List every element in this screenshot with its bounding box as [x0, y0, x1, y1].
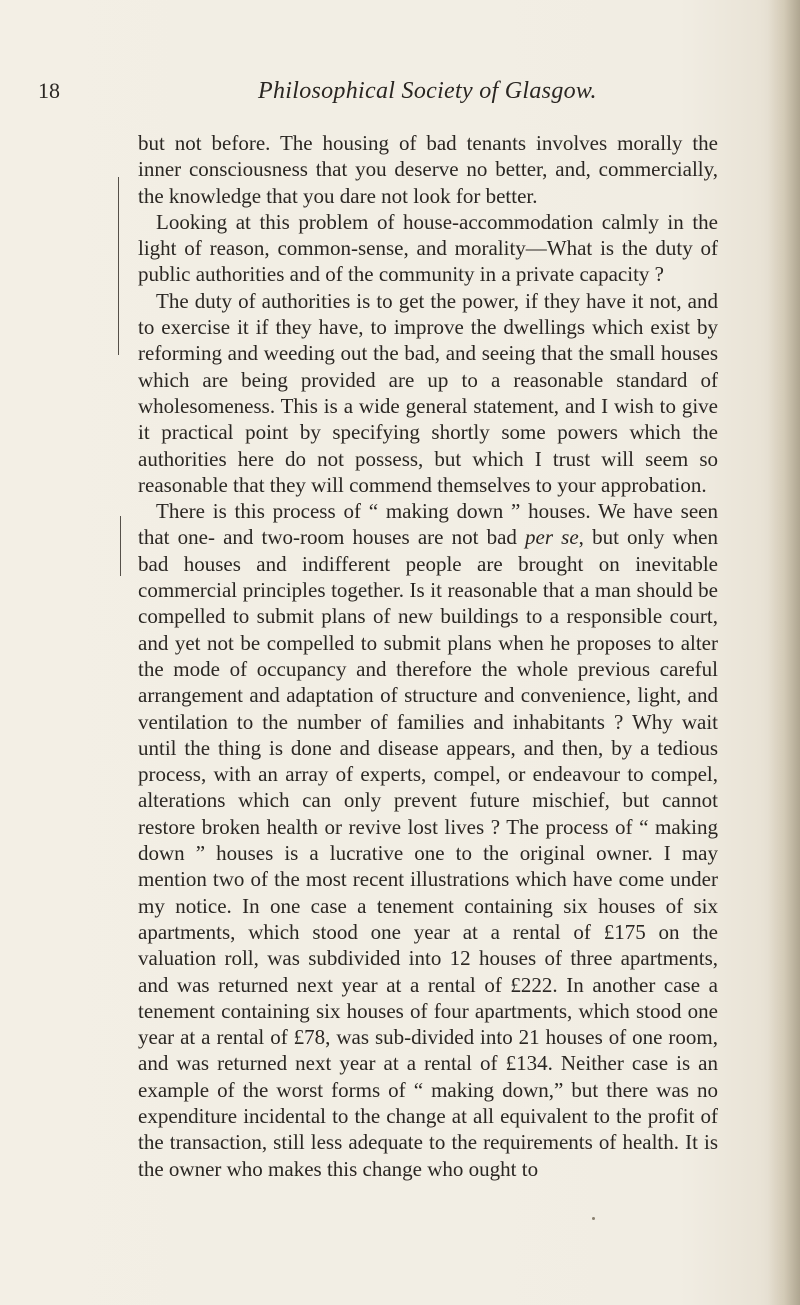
margin-pencil-mark	[118, 177, 119, 355]
body-text	[138, 130, 718, 1182]
margin-pencil-mark	[120, 516, 121, 576]
running-title: Philosophical Society of Glasgow.	[258, 78, 597, 104]
page-number: 18	[38, 78, 60, 103]
page-header	[38, 78, 738, 110]
paragraph-text: , but only when bad houses and indifferent people are brought on inevitable commercial principles together. Is it reasonable that a man should be compelled to submit plans of new buildings to a responsible court, and yet not be compelled to submit plans when he proposes to alter the mode of occupancy and therefore the whole previous careful arrangement and adaptation of structure and convenience, light, and ventilation to the number of families and inhabitants ? Why wait until the thing is done and disease appears, and then, by a tedious process, with an array of experts, compel, or endeavour to compel, alterations which can only prevent future mischief, but cannot restore broken health or revive lost lives ? The process of “ making down ” houses is a lucrative one to the original owner. I may mention two of the most recent illustrations which have come under my notice. In one case a tenement containing six houses of six apartments, which stood one year at a rental of £175 on the valuation roll, was subdivided into 12 houses of three apartments, and was returned next year at a rental of £222. In another case a tenement containing six houses of four apartments, which stood one year at a rental of £78, was sub-divided into 21 houses of one room, and was returned next year at a rental of £134. Neither case is an example of the worst forms of “ making down,” but there was no expenditure incidental to the change at all equivalent to the profit of the transaction, still less adequate to the requirements of health. It is the owner who makes this change who ought to	[138, 525, 718, 1181]
paragraph	[138, 498, 718, 1182]
paragraph-text: There is this process of “ making down ” houses. We have seen that one- and two-room houses are not bad	[138, 499, 718, 550]
paragraph: but not before. The housing of bad tenants involves morally the inner consciousness that you deserve no better, and, commercially, the knowledge that you dare not look for better.	[138, 131, 718, 208]
italic-phrase: per se	[525, 525, 579, 550]
ink-speck	[592, 1217, 595, 1220]
page-edge-shadow	[768, 0, 800, 1305]
paragraph: Looking at this problem of house-accommodation calmly in the light of reason, common-sense, and morality—What is the duty of public authorities and of the community in a private capacity ?	[138, 209, 718, 287]
paragraph: The duty of authorities is to get the power, if they have it not, and to exercise it if they have, to improve the dwellings which exist by reforming and weeding out the bad, and seeing that the small houses which are being provided are up to a reasonable standard of wholesomeness. This is a wide general statement, and I wish to give it practical point by specifying shortly some powers which the authorities here do not possess, but which I trust will seem so reasonable that they will commend themselves to your approbation.	[138, 288, 718, 497]
